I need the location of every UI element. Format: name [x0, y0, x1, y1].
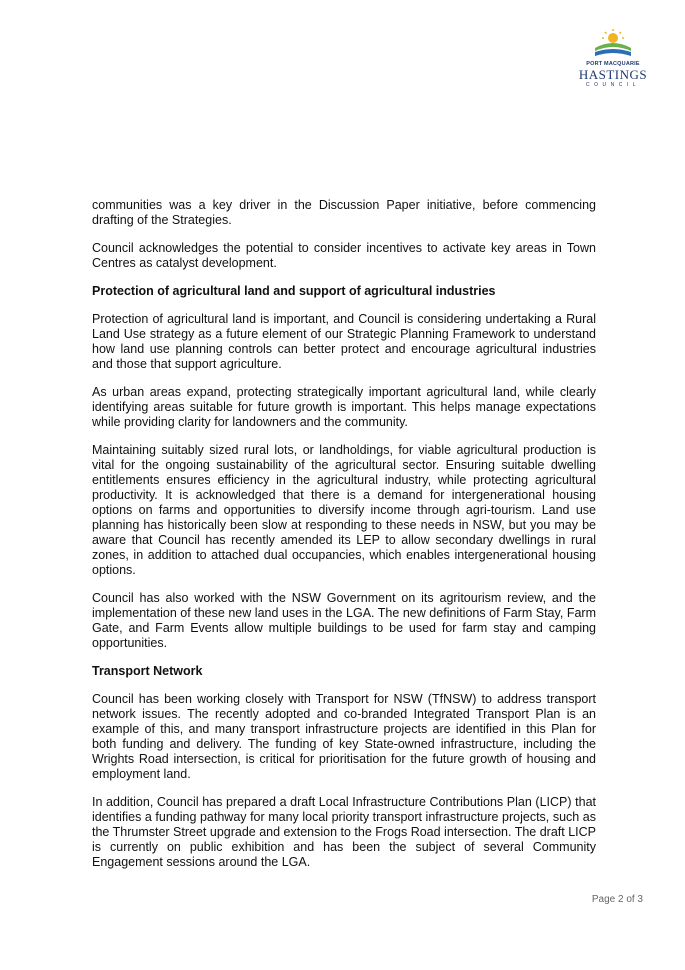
- council-logo: [578, 28, 648, 92]
- section-heading-agricultural: Protection of agricultural land and support of agricultural industries: [92, 284, 496, 298]
- body-paragraph: As urban areas expand, protecting strategically important agricultural land, while clearly identifying areas suitable for future growth is important. This helps manage expectations while providing clarity for landowners and the community.: [92, 385, 596, 429]
- body-paragraph: communities was a key driver in the Discussion Paper initiative, before commencing drafting of the Strategies.: [92, 198, 596, 227]
- letter-body: [92, 198, 596, 883]
- page-number: Page 2 of 3: [591, 894, 643, 905]
- body-paragraph: Council has been working closely with Transport for NSW (TfNSW) to address transport network issues. The recently adopted and co-branded Integrated Transport Plan is an example of this, and many transport infrastructure projects are identified in this Plan for both funding and delivery. The funding of key State-owned infrastructure, including the Wrights Road intersection, is critical for prioritisation for the future growth of housing and employment land.: [92, 692, 596, 781]
- body-paragraph: Council has also worked with the NSW Government on its agritourism review, and the implementation of these new land uses in the LGA. The new definitions of Farm Stay, Farm Gate, and Farm Events allow multiple buildings to be used for farm stay and camping opportunities.: [92, 591, 596, 650]
- logo-text-port-macquarie: PORT MACQUARIE: [586, 61, 640, 67]
- section-heading-transport: Transport Network: [92, 664, 203, 678]
- logo-text-hastings: HASTINGS: [578, 67, 648, 82]
- logo-text-council: COUNCIL: [585, 82, 640, 88]
- council-emblem-icon: [592, 28, 634, 60]
- body-paragraph: Maintaining suitably sized rural lots, or landholdings, for viable agricultural production is vital for the ongoing sustainability of the agricultural sector. Ensuring suitable dwelling entitlements ensures efficiency in the agricultural industry, while protecting agricultural productivity. It is acknowledged that there is a demand for intergenerational housing options on farms and opportunities to diversify income through agri-tourism. Land use planning has historically been slow at responding to these needs in NSW, but you may be aware that Council has recently amended its LEP to allow secondary dwellings in rural zones, in addition to attached dual occupancies, which enables intergenerational housing options.: [92, 443, 596, 577]
- body-paragraph: Council acknowledges the potential to consider incentives to activate key areas in Town Centres as catalyst development.: [92, 241, 596, 270]
- body-paragraph: In addition, Council has prepared a draft Local Infrastructure Contributions Plan (LICP) that identifies a funding pathway for many local priority transport infrastructure projects, such as the Thrumster Street upgrade and extension to the Frogs Road intersection. The draft LICP is currently on public exhibition and has been the subject of several Community Engagement sessions around the LGA.: [92, 795, 596, 869]
- body-paragraph: Protection of agricultural land is important, and Council is considering undertaking a Rural Land Use strategy as a future element of our Strategic Planning Framework to understand how land use planning controls can better protect and encourage agricultural industries and those that support agriculture.: [92, 312, 596, 371]
